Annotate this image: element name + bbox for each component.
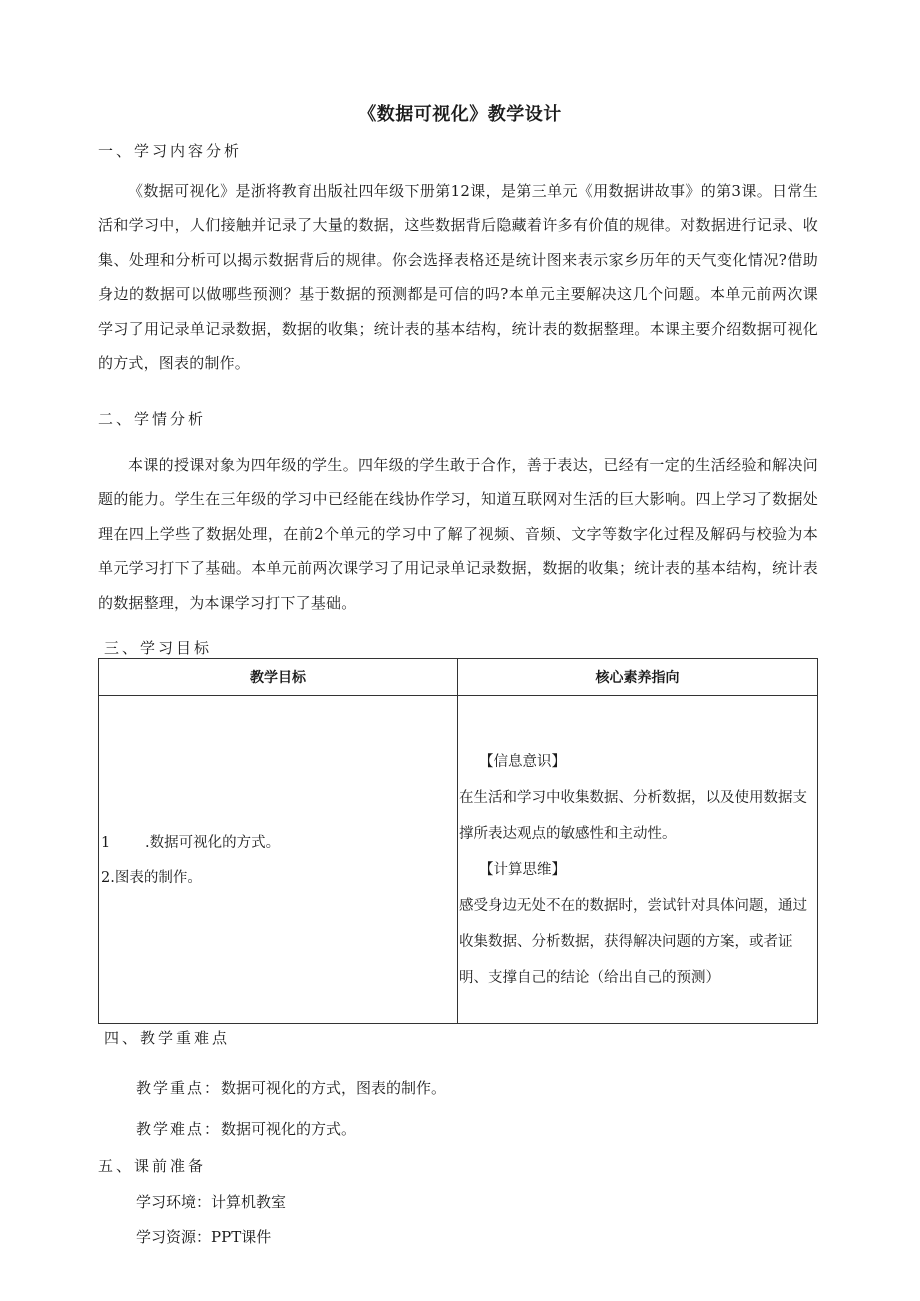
goals-cell [99,696,458,1024]
difficult-point-label: 教学难点： [136,1120,222,1138]
environment-value: 计算机教室 [211,1193,287,1211]
goal-item-1 [101,831,280,852]
resources-label: 学习资源： [136,1228,212,1246]
goal-item-number: 1 [101,835,111,851]
paragraph-learner-analysis: 本课的授课对象为四年级的学生。四年级的学生敢于合作，善于表达，已经有一定的生活经验和解决问题的能力。学生在三年级的学习中已经能在线协作学习，知道互联网对生活的巨大影响。四上学习了数据处理在四上学些了数据处理，在前2个单元的学习中了解了视频、音频、文字等数字化过程及解码与校验为本单元学习打下了基础。本单元前两次课学习了用记录单记录数据，数据的收集；统计表的基本结构，统计表的数据整理，为本课学习打下了基础。 [98,456,818,612]
resources-line [136,1226,271,1247]
section-heading-learning-goals: 三、学习目标 [104,639,213,657]
literacy-tag-computational-thinking: 【计算思维】 [479,862,566,878]
table-row [99,696,818,1024]
difficult-point-value: 数据可视化的方式。 [221,1120,357,1138]
literacy-text-computational-thinking: 感受身边无处不在的数据时，尝试针对具体问题，通过收集数据、分析数据，获得解决问题的方案，或者证明、支撑自己的结论（给出自己的预测） [459,898,807,986]
table-header-row [99,659,818,696]
difficult-point-line [136,1118,356,1139]
key-point-label: 教学重点： [136,1079,222,1097]
section-heading-learner-analysis: 二、学情分析 [98,410,207,428]
section-heading-content-analysis: 一、学习内容分析 [98,142,243,160]
environment-label: 学习环境： [136,1193,212,1211]
key-point-line [136,1077,446,1098]
resources-value: PPT课件 [211,1228,272,1246]
section-heading-preparation: 五、课前准备 [98,1157,207,1175]
learning-goals-table [98,658,818,1024]
literacy-tag-information-awareness: 【信息意识】 [479,754,566,770]
literacy-text-information-awareness: 在生活和学习中收集数据、分析数据，以及使用数据支撑所表达观点的敏感性和主动性。 [459,790,807,842]
goal-item-2: 2.图表的制作。 [101,870,202,886]
table-header-core-literacy: 核心素养指向 [458,659,818,696]
key-point-value: 数据可视化的方式，图表的制作。 [221,1079,447,1097]
section-heading-key-difficult-points: 四、教学重难点 [104,1029,231,1047]
table-header-teaching-goals: 教学目标 [99,659,458,696]
paragraph-content-analysis: 《数据可视化》是浙将教育出版社四年级下册第12课，是第三单元《用数据讲故事》的第3课。日常生活和学习中，人们接触并记录了大量的数据，这些数据背后隐藏着许多有价值的规律。对数据进行记录、收集、处理和分析可以揭示数据背后的规律。你会选择表格还是统计图来表示家乡历年的天气变化情况?借助身边的数据可以做哪些预测？基于数据的预测都是可信的吗?本单元主要解决这几个问题。本单元前两次课学习了用记录单记录数据，数据的收集；统计表的基本结构，统计表的数据整理。本课主要介绍数据可视化的方式，图表的制作。 [98,182,818,373]
environment-line [136,1191,286,1212]
literacy-cell [458,696,818,1024]
document-title: 《数据可视化》教学设计 [358,104,562,125]
goal-item-text: .数据可视化的方式。 [145,835,281,851]
